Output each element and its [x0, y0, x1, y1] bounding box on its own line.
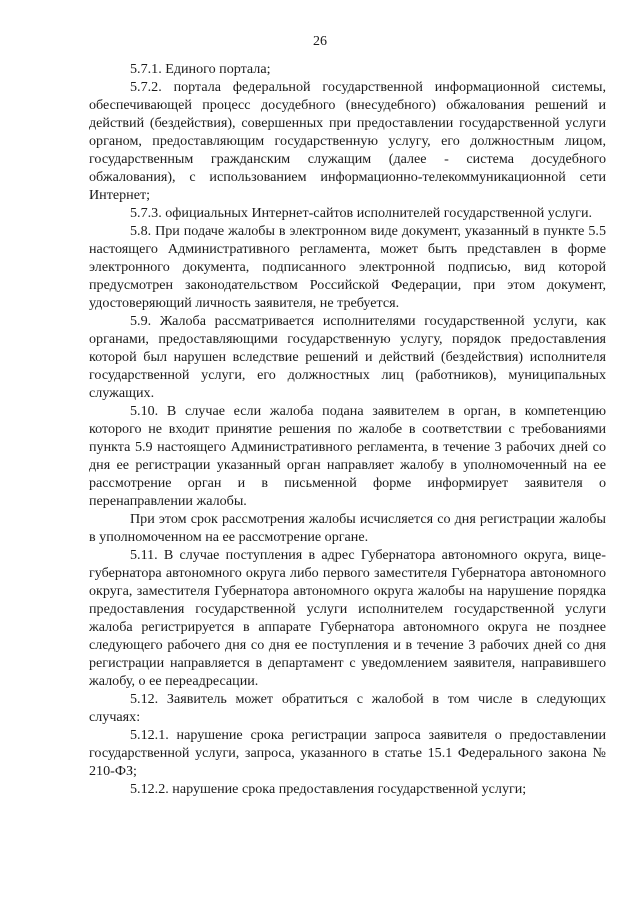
document-body — [89, 60, 606, 798]
paragraph-5-7-2: 5.7.2. портала федеральной государственной информационной системы, обеспечивающей процесс досудебного (внесудебного) обжалования решений и действий (бездействия), совершенных при предоставлении государственной услуги органом, предоставляющим государственную услугу, его должностным лицом, государственным гражданским служащим (далее - система досудебного обжалования), с использованием информационно-телекоммуникационной сети Интернет; — [89, 79, 606, 203]
paragraph-5-9: 5.9. Жалоба рассматривается исполнителями государственной услуги, как органами, предоставляющими государственную услугу, порядок предоставления которой был нарушен вследствие решений и действий (бездействия) исполнителя государственной услуги, его должностных лиц (работников), муниципальных служащих. — [89, 313, 606, 401]
paragraph-5-10: 5.10. В случае если жалоба подана заявителем в орган, в компетенцию которого не входит принятие решения по жалобе в соответствии с требованиями пункта 5.9 настоящего Административного регламента, в течение 3 рабочих дней со дня ее регистрации указанный орган направляет жалобу в уполномоченный на ее рассмотрение орган и в письменной форме информирует заявителя о перенаправлении жалобы. — [89, 403, 606, 509]
paragraph-5-12-2: 5.12.2. нарушение срока предоставления государственной услуги; — [130, 781, 527, 797]
paragraph-5-7-3: 5.7.3. официальных Интернет-сайтов исполнителей государственной услуги. — [130, 205, 593, 221]
paragraph-5-7-1: 5.7.1. Единого портала; — [130, 61, 271, 77]
paragraph-5-11: 5.11. В случае поступления в адрес Губернатора автономного округа, вице-губернатора автономного округа либо первого заместителя Губернатора автономного округа, заместителя Губернатора автономного округа жалобы на нарушение порядка предоставления государственной услуги исполнителем государственной услуги жалоба регистрируется в аппарате Губернатора автономного округа не позднее следующего рабочего дня со дня ее поступления и в течение 3 рабочих дней со дня регистрации направляется в департамент с уведомлением заявителя, направившего жалобу, о ее переадресации. — [89, 547, 606, 689]
paragraph-5-8: 5.8. При подаче жалобы в электронном виде документ, указанный в пункте 5.5 настоящего Административного регламента, может быть представлен в форме электронного документа, подписанного электронной подписью, вид которой предусмотрен законодательством Российской Федерации, при этом документ, удостоверяющий личность заявителя, не требуется. — [89, 223, 606, 311]
page-number: 26 — [313, 34, 327, 49]
paragraph-5-10-note: При этом срок рассмотрения жалобы исчисляется со дня регистрации жалобы в уполномоченном на ее рассмотрение органе. — [89, 511, 606, 545]
paragraph-5-12-1: 5.12.1. нарушение срока регистрации запроса заявителя о предоставлении государственной услуги, запроса, указанного в статье 15.1 Федерального закона № 210-ФЗ; — [89, 727, 606, 779]
paragraph-5-12: 5.12. Заявитель может обратиться с жалобой в том числе в следующих случаях: — [89, 691, 606, 725]
